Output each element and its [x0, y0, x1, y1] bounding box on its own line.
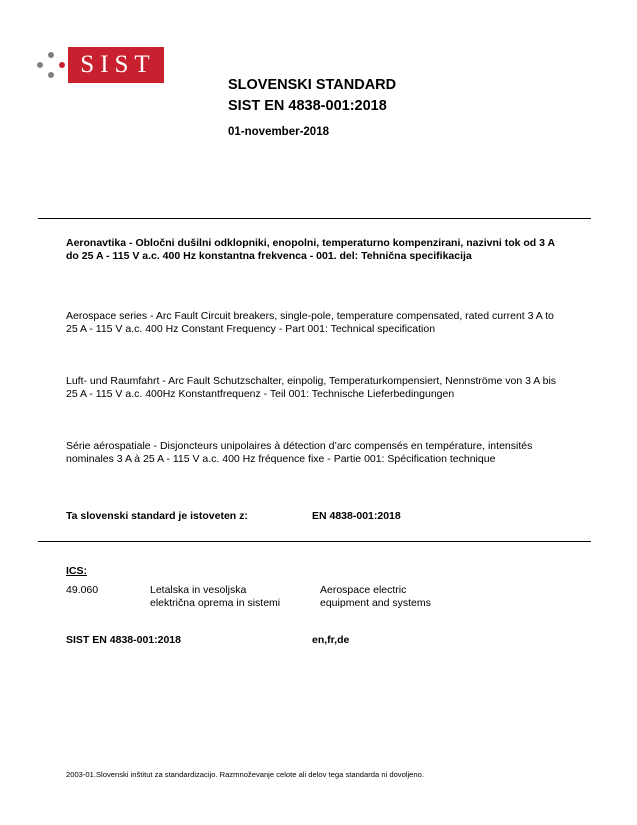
- standard-code: SIST EN 4838-001:2018: [228, 98, 387, 114]
- ics-code: 49.060: [66, 584, 99, 596]
- ics-label: ICS:: [66, 565, 87, 577]
- logo-wordmark: SIST: [68, 47, 164, 83]
- languages: en,fr,de: [312, 634, 350, 646]
- logo-dot: [48, 52, 54, 58]
- title-slovenian: Aeronavtika - Obločni dušilni odklopniki, enopolni, temperaturno kompenzirani, nazivni tok od 3 A do 25 A - 115 V a.c. 400 Hz konstantna frekvenca - 001. del: Tehnična specifikacija: [66, 237, 555, 262]
- ics-slovenian-line1: Letalska in vesoljska: [150, 584, 247, 596]
- divider: [38, 541, 591, 542]
- title-german: Luft- und Raumfahrt - Arc Fault Schutzschalter, einpolig, Temperaturkompensiert, Nennströme von 3 A bis 25 A - 115 V a.c. 400Hz Konstantfrequenz - Teil 001: Technische Lieferbedingungen: [66, 375, 557, 400]
- identical-value: EN 4838-001:2018: [312, 510, 401, 522]
- bottom-code: SIST EN 4838-001:2018: [66, 634, 181, 646]
- copyright-footer: 2003-01.Slovenski inštitut za standardizacijo. Razmnoževanje celote ali delov tega standarda ni dovoljeno.: [66, 770, 424, 779]
- logo-dot: [59, 62, 65, 68]
- publication-date: 01-november-2018: [228, 126, 329, 138]
- identical-label: Ta slovenski standard je istoveten z:: [66, 510, 248, 522]
- ics-english-line1: Aerospace electric: [320, 584, 407, 596]
- title-english: Aerospace series - Arc Fault Circuit breakers, single-pole, temperature compensated, rated current 3 A to 25 A - 115 V a.c. 400 Hz Constant Frequency - Part 001: Technical specification: [66, 310, 554, 335]
- standard-title: SLOVENSKI STANDARD: [228, 77, 397, 93]
- ics-english-line2: equipment and systems: [320, 597, 431, 609]
- ics-slovenian-line2: električna oprema in sistemi: [150, 597, 281, 609]
- logo-dot: [37, 62, 43, 68]
- title-french: Série aérospatiale - Disjoncteurs unipolaires à détection d’arc compensés en température, intensités nominales 3 A à 25 A - 115 V a.c. 400 Hz fréquence fixe - Partie 001: Spécification technique: [66, 440, 533, 465]
- sist-logo: [34, 47, 164, 83]
- logo-dot: [48, 72, 54, 78]
- divider: [38, 218, 591, 219]
